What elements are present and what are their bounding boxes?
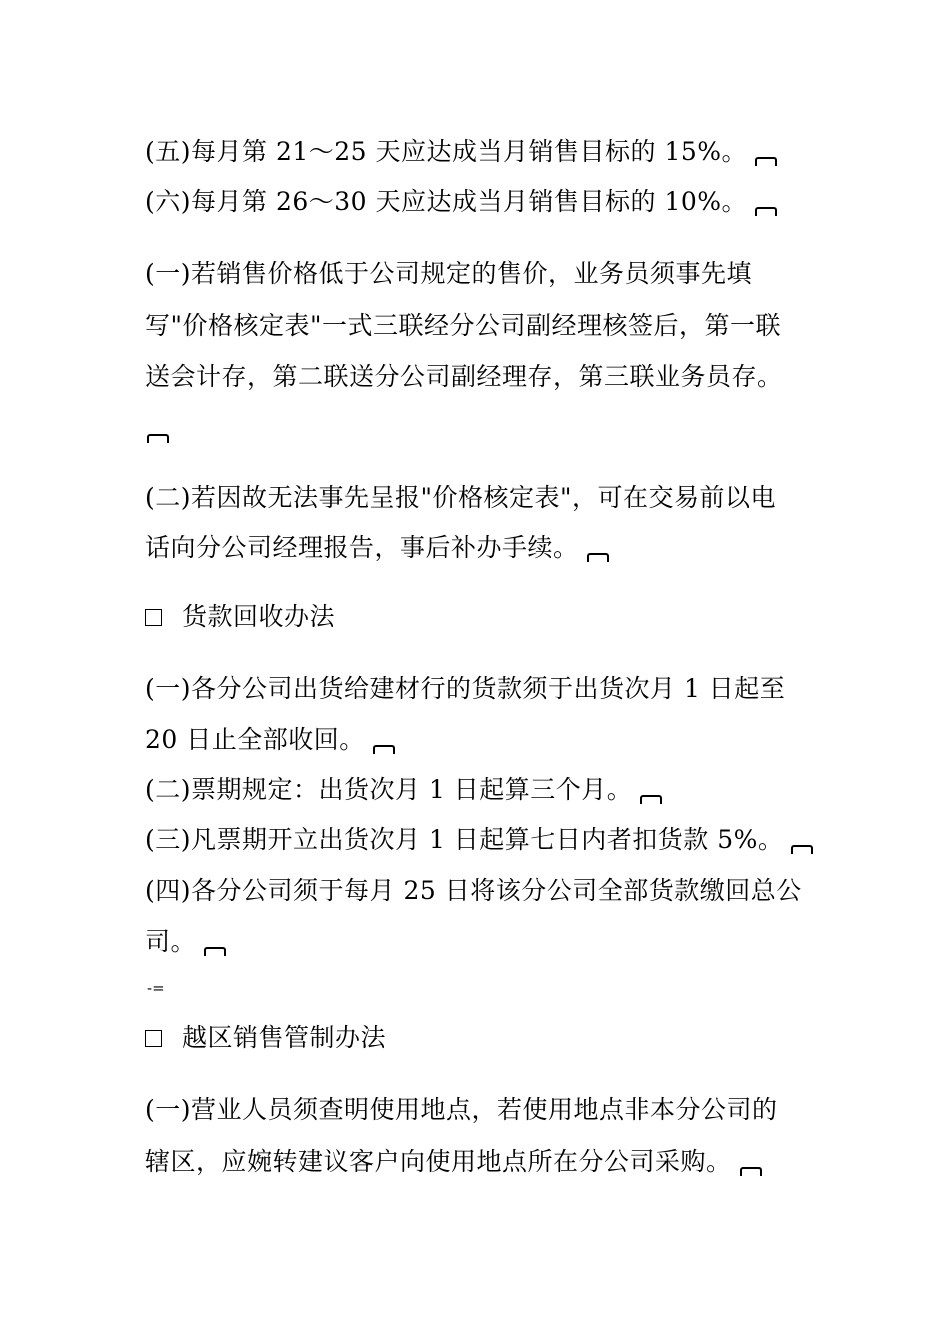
paragraph-line: (六)每月第 26～30 天应达成当月销售目标的 10%。 — [145, 185, 777, 219]
section-heading: 越区销售管制办法 — [145, 1021, 386, 1055]
paragraph-mark-icon — [373, 745, 395, 754]
paragraph-line: (一)若销售价格低于公司规定的售价，业务员须事先填 — [145, 259, 753, 288]
paragraph-line: 写"价格核定表"一式三联经分公司副经理核签后，第一联 — [145, 311, 782, 340]
paragraph-line: 话向分公司经理报告，事后补办手续。 — [145, 531, 609, 565]
paragraph-line: 送会计存，第二联送分公司副经理存，第三联业务员存。 — [145, 362, 783, 391]
checkbox-square-icon — [145, 609, 162, 626]
paragraph-mark-icon — [740, 1167, 762, 1176]
paragraph-line: (五)每月第 21～25 天应达成当月销售目标的 15%。 — [145, 135, 777, 169]
paragraph-line: 辖区，应婉转建议客户向使用地点所在分公司采购。 — [145, 1145, 762, 1179]
paragraph-line — [145, 412, 169, 446]
paragraph-line: 司。 — [145, 925, 226, 959]
paragraph-mark-icon — [755, 157, 777, 166]
paragraph-line: (一)各分公司出货给建材行的货款须于出货次月 1 日起至 — [145, 674, 786, 703]
paragraph-mark-icon — [640, 795, 662, 804]
paragraph-line: (四)各分公司须于每月 25 日将该分公司全部货款缴回总公 — [145, 876, 802, 905]
checkbox-square-icon — [145, 1030, 162, 1047]
paragraph-mark-icon — [755, 207, 777, 216]
paragraph-line: (二)票期规定：出货次月 1 日起算三个月。 — [145, 773, 662, 807]
paragraph-line: 20 日止全部收回。 — [145, 723, 395, 757]
paragraph-mark-icon — [204, 947, 226, 956]
paragraph-mark-icon — [147, 434, 169, 443]
paragraph-line: (三)凡票期开立出货次月 1 日起算七日内者扣货款 5%。 — [145, 823, 813, 857]
page-marker: -= — [147, 979, 165, 997]
paragraph-mark-icon — [791, 845, 813, 854]
section-heading: 货款回收办法 — [145, 600, 335, 634]
paragraph-mark-icon — [587, 553, 609, 562]
paragraph-line: (二)若因故无法事先呈报"价格核定表"，可在交易前以电 — [145, 483, 777, 512]
paragraph-line: (一)营业人员须查明使用地点，若使用地点非本分公司的 — [145, 1095, 778, 1124]
